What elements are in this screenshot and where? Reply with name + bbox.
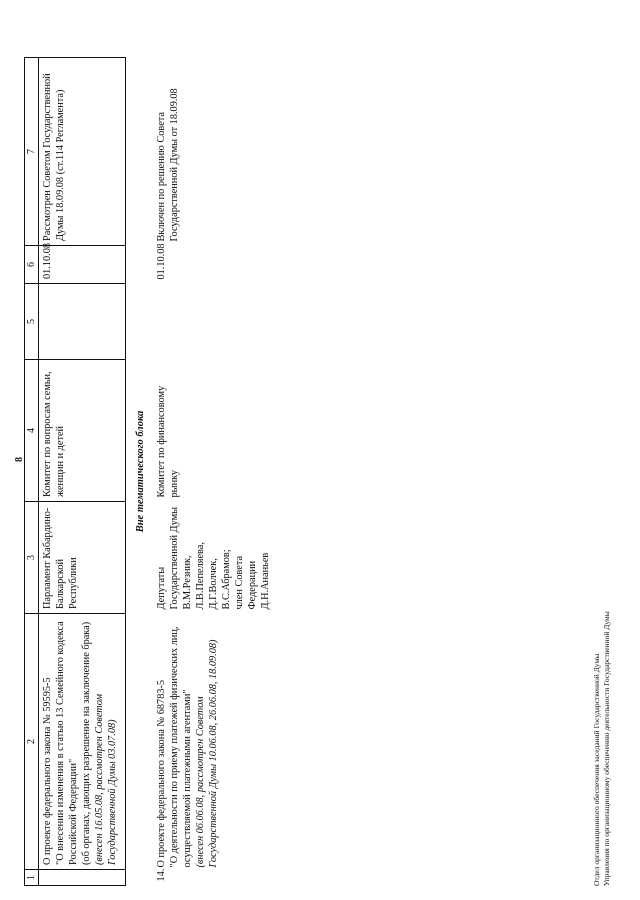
bill-name: "О внесении изменения в статью 13 Семейного кодекса Российской Федерации"	[55, 621, 79, 865]
header-row	[25, 58, 39, 886]
initiator-group: Депутаты Государственной Думы	[156, 506, 180, 610]
col-header-1: 1	[25, 870, 39, 886]
bill-title: О проекте федерального закона № 59595-5	[42, 677, 53, 865]
row-number: 14.	[156, 868, 167, 882]
col-header-7: 7	[25, 58, 39, 246]
footer	[592, 611, 612, 886]
bill-note: (внесен 06.06.08, рассмотрен Советом Государственной Думы 10.06.08, 26.06.08, 18.09.08)	[195, 639, 219, 868]
footer-line-2: Управления по организационному обеспечению деятельности Государственной Думы	[602, 611, 611, 886]
col5-cell	[39, 284, 126, 360]
block-cell	[126, 58, 152, 886]
block-title: Вне тематического блока	[135, 410, 146, 533]
committee-cell: Комитет по вопросам семьи, женщин и детей	[39, 360, 126, 502]
col-header-5: 5	[25, 284, 39, 360]
bill-description-cell	[151, 614, 274, 886]
row-number	[39, 870, 126, 886]
bill-title: О проекте федерального закона № 68783-5	[156, 679, 167, 868]
status-cell: Включен по решению Совета Государственной Думы от 18.09.08	[156, 88, 180, 242]
initiator-name: В.М.Резник,	[182, 555, 193, 610]
col-header-6: 6	[25, 246, 39, 284]
col5-cell	[151, 284, 274, 360]
initiator-name: член Совета Федерации	[234, 555, 258, 610]
initiator-name: В.С.Абрамов;	[221, 549, 232, 610]
bill-description-cell	[39, 614, 126, 870]
initiator-name: Д.Н.Ананьев	[260, 552, 271, 610]
footer-line-1: Отдел организационного обеспечения заседаний Государственной Думы	[592, 653, 601, 886]
initiator-name: Л.В.Пепеляева,	[195, 542, 206, 610]
date-cell: 01.10.08	[39, 246, 126, 284]
col-header-4: 4	[25, 360, 39, 502]
table-row	[39, 58, 126, 886]
bill-extra: (об органах, дающих разрешение на заключение брака)	[81, 621, 92, 865]
status-cell: Рассмотрен Советом Государственной Думы 18.09.08 (ст.114 Регламента)	[39, 58, 126, 246]
col-header-3: 3	[25, 502, 39, 614]
col-header-2: 2	[25, 614, 39, 870]
agenda-table	[24, 57, 274, 886]
initiator-cell	[151, 502, 274, 614]
date-cell: 01.10.08	[156, 243, 167, 280]
table-row	[151, 58, 274, 886]
bill-note: (внесен 16.05.08, рассмотрен Советом Государственной Думы 03.07.08)	[94, 693, 118, 865]
bill-name: "О деятельности по приему платежей физических лиц, осуществляемой платежными агентами"	[169, 626, 193, 868]
block-row	[126, 58, 152, 886]
page-number: 8	[14, 457, 25, 462]
committee-cell: Комитет по финансовому рынку	[156, 385, 180, 498]
initiator-cell: Парламент Кабардино-Балкарской Республики	[39, 502, 126, 614]
initiator-name: Д.Г.Волчек,	[208, 558, 219, 610]
